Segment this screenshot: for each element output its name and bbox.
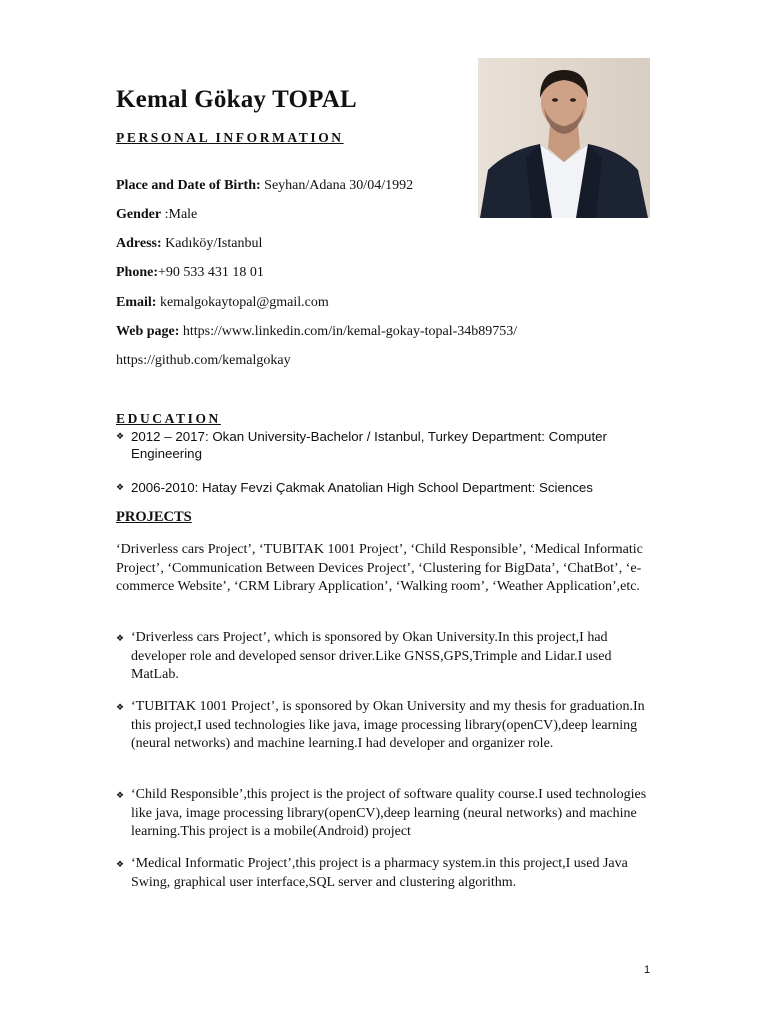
education-item [116, 428, 656, 462]
page-number: 1 [644, 964, 651, 976]
address-label: Adress: [116, 236, 162, 251]
web-page-info [116, 324, 517, 340]
web-page-label: Web page: [116, 324, 180, 339]
bullet-icon: ❖ [116, 431, 125, 441]
portrait-image [478, 58, 650, 218]
email-label: Email: [116, 295, 157, 310]
project-item-text: ‘Driverless cars Project’, which is sponsored by Okan University.In this project,I had developer role and developed sensor driver.Like GNSS,GPS,Trimple and Lidar.I used MatLab. [131, 630, 612, 682]
project-item [116, 855, 656, 892]
phone-value: +90 533 431 18 01 [158, 265, 264, 280]
phone-info [116, 265, 264, 281]
address-info [116, 236, 262, 252]
birth-label: Place and Date of Birth: [116, 178, 261, 193]
bullet-icon: ❖ [116, 859, 125, 869]
project-item [116, 629, 656, 685]
bullet-icon: ❖ [116, 790, 125, 800]
project-item-text: ‘TUBITAK 1001 Project’, is sponsored by Okan University and my thesis for graduation.In this project,I used technologies like java, image processing library(openCV),deep learning (neural networks) and machine learning.I had developer and organizer role. [131, 699, 645, 751]
github-link[interactable]: https://github.com/kemalgokay [116, 353, 291, 368]
gender-value: :Male [161, 207, 198, 222]
gender-label: Gender [116, 207, 162, 222]
profile-photo [478, 58, 650, 218]
candidate-name: Kemal Gökay TOPAL [116, 86, 357, 113]
project-item-text: ‘Medical Informatic Project’,this project is a pharmacy system.in this project,I used Java Swing, graphical user interface,SQL server and clustering algorithm. [131, 856, 628, 890]
phone-label: Phone: [116, 265, 158, 280]
education-item [116, 479, 656, 496]
projects-heading: PROJECTS [116, 509, 192, 525]
personal-information-heading: PERSONAL INFORMATION [116, 130, 344, 145]
bullet-icon: ❖ [116, 702, 125, 712]
projects-intro: ‘Driverless cars Project’, ‘TUBITAK 1001 Project’, ‘Child Responsible’, ‘Medical Informatic Project’, ‘Communication Between Devices Project’, ‘Clustering for BigData’, ‘ChatBot’, ‘e-commerce Website’, ‘CRM Library Application’, ‘Walking room’, ‘Weather Application’,etc. [116, 542, 643, 595]
birth-value: Seyhan/Adana 30/04/1992 [260, 178, 414, 193]
project-item [116, 698, 656, 754]
address-value: Kadıköy/Istanbul [161, 236, 263, 251]
bullet-icon: ❖ [116, 482, 125, 492]
education-heading: EDUCATION [116, 411, 221, 426]
project-item-text: ‘Child Responsible’,this project is the project of software quality course.I used technologies like java, image processing library(openCV),deep learning (neural networks) and machine learning.This project is a mobile(Android) project [131, 787, 647, 839]
email-info [116, 295, 329, 311]
birth-info [116, 178, 413, 194]
linkedin-link[interactable]: https://www.linkedin.com/in/kemal-gokay-topal-34b89753/ [179, 324, 518, 339]
education-item-text: 2012 – 2017: Okan University-Bachelor / Istanbul, Turkey Department: Computer Engineering [131, 429, 607, 461]
project-item [116, 786, 656, 842]
bullet-icon: ❖ [116, 633, 125, 643]
education-item-text: 2006-2010: Hatay Fevzi Çakmak Anatolian High School Department: Sciences [131, 480, 593, 495]
gender-info [116, 207, 197, 223]
email-value[interactable]: kemalgokaytopal@gmail.com [156, 295, 329, 310]
